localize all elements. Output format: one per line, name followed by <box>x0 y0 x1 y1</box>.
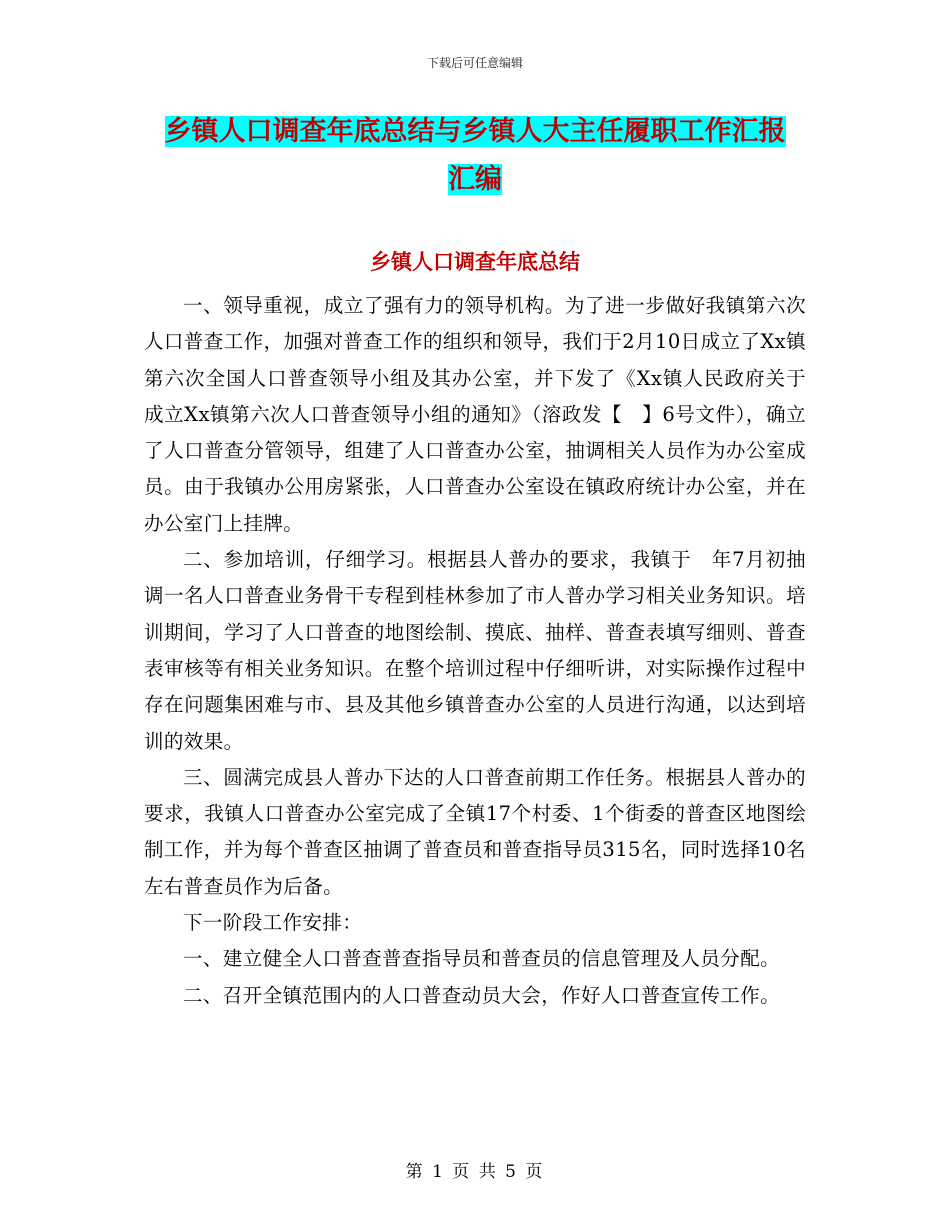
paragraph-1: 一、领导重视，成立了强有力的领导机构。为了进一步做好我镇第六次人口普查工作，加强对普查工作的组织和领导，我们于2月10日成立了Xx镇第六次全国人口普查领导小组及其办公室，并下发了《Xx镇人民政府关于成立Xx镇第六次人口普查领导小组的通知》（溶政发【 】6号文件），确立了人口普查分管领导，组建了人口普查办公室，抽调相关人员作为办公室成员。由于我镇办公用房紧张，人口普查办公室设在镇政府统计办公室，并在办公室门上挂牌。 <box>144 294 806 535</box>
document-body <box>144 288 806 1014</box>
paragraph-3: 三、圆满完成县人普办下达的人口普查前期工作任务。根据县人普办的要求，我镇人口普查办公室完成了全镇17个村委、1个街委的普查区地图绘制工作，并为每个普查区抽调了普查员和普查指导员315名，同时选择10名左右普查员作为后备。 <box>144 765 806 898</box>
paragraph-2: 二、参加培训，仔细学习。根据县人普办的要求，我镇于 年7月初抽调一名人口普查业务骨干专程到桂林参加了市人普办学习相关业务知识。培训期间，学习了人口普查的地图绘制、摸底、抽样、普查表填写细则、普查表审核等有相关业务知识。在整个培训过程中仔细听讲，对实际操作过程中存在问题集困难与市、县及其他乡镇普查办公室的人员进行沟通，以达到培训的效果。 <box>144 548 806 753</box>
document-title-line2: 汇编 <box>448 164 502 195</box>
document-title <box>120 108 830 204</box>
header-note: 下载后可任意编辑 <box>426 56 523 70</box>
paragraph-5: 一、建立健全人口普查普查指导员和普查员的信息管理及人员分配。 <box>183 947 781 971</box>
paragraph-6: 二、召开全镇范围内的人口普查动员大会，作好人口普查宣传工作。 <box>183 983 781 1007</box>
page-number-footer: 第 1 页 共 5 页 <box>405 1162 545 1182</box>
document-title-line1: 乡镇人口调查年底总结与乡镇人大主任履职工作汇报 <box>164 116 786 147</box>
section-title: 乡镇人口调查年底总结 <box>370 250 580 274</box>
paragraph-4: 下一阶段工作安排： <box>183 911 363 935</box>
